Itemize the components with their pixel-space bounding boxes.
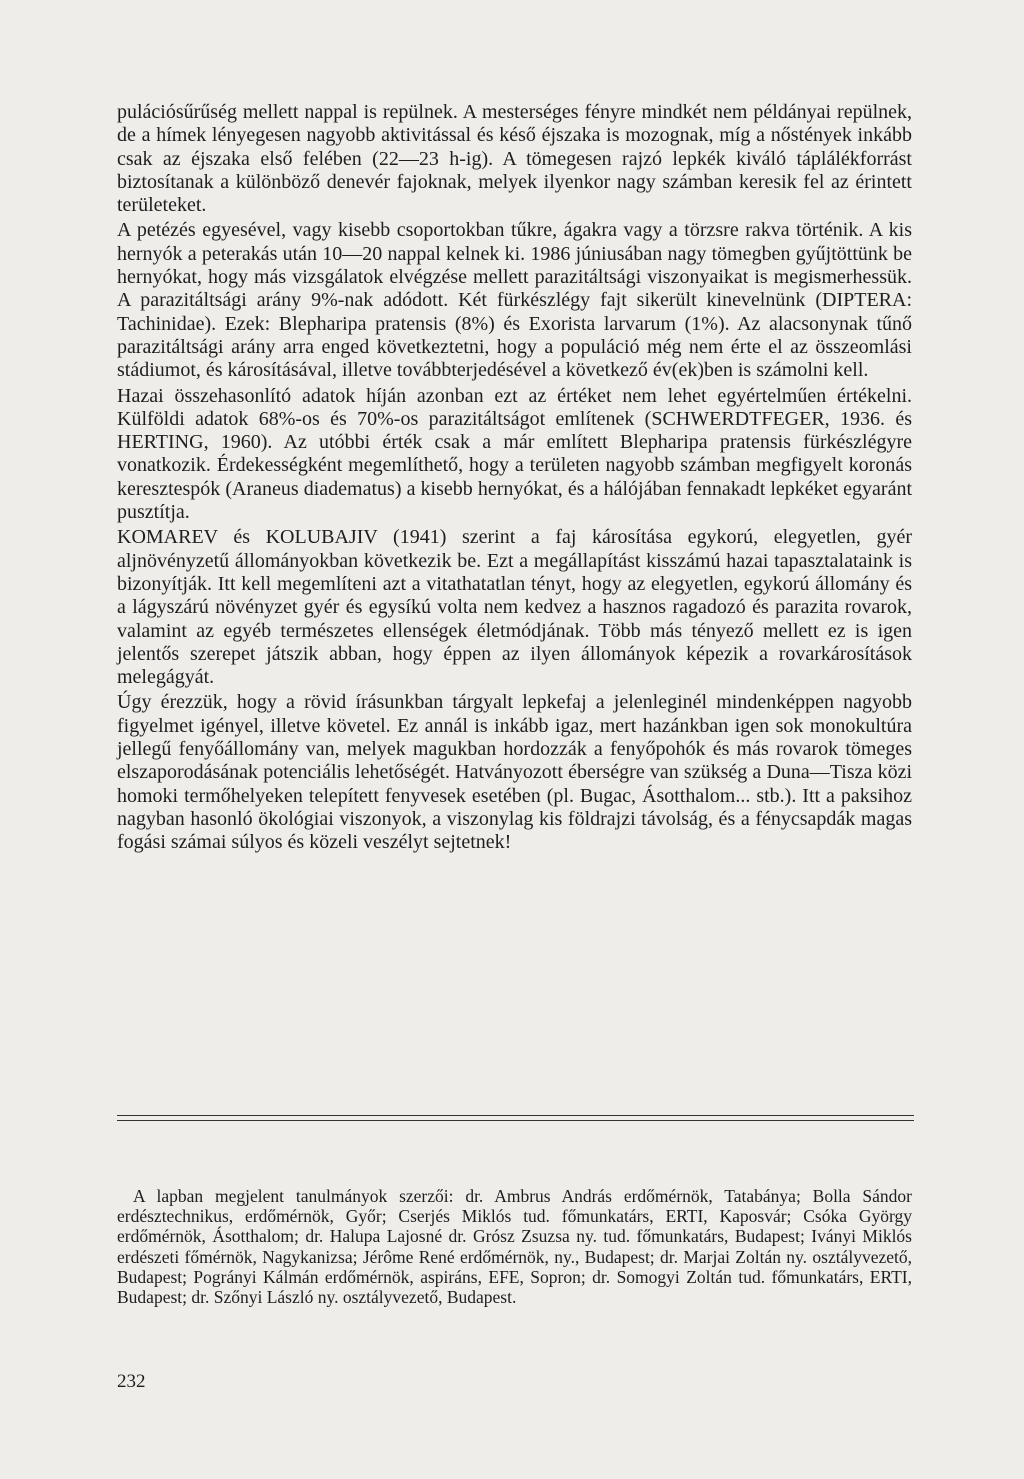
body-text xyxy=(117,101,912,855)
page-number: 232 xyxy=(117,1371,146,1392)
separator-rule-top xyxy=(117,1115,914,1116)
paragraph-1: pulációsűrűség mellett nappal is repülnek. A mesterséges fényre mindkét nem példányai repülnek, de a hímek lényegesen nagyobb aktivitással és késő éjszaka is mozognak, míg a nőstények inkább csak az éjszaka első felében (22—23 h-ig). A tömegesen rajzó lepkék kiváló táplálékforrást biztosítanak a különböző denevér fajoknak, melyek ilyenkor nagy számban keresik fel az érintett területeket. xyxy=(117,101,912,217)
separator-rule-bottom xyxy=(117,1120,914,1121)
paragraph-3: Hazai összehasonlító adatok híján azonban ezt az értéket nem lehet egyértelműen értékelni. Külföldi adatok 68%-os és 70%-os parazitáltságot említenek (SCHWERDTFEGER, 1936. és HERTING, 1960). Az utóbbi érték csak a már említett Blepharipa pratensis fürkészlégyre vonatkozik. Érdekességként megemlíthető, hogy a területen nagyobb számban megfigyelt koronás keresztespók (Araneus diadematus) a kisebb hernyókat, és a hálójában fennakadt lepkéket egyaránt pusztítja. xyxy=(117,384,912,524)
paragraph-5: Úgy érezzük, hogy a rövid írásunkban tárgyalt lepkefaj a jelenleginél mindenképpen nagyobb figyelmet igényel, illetve követel. Ez annál is inkább igaz, mert hazánkban igen sok monokultúra jellegű fenyőállomány van, melyek magukban hordozzák a fenyőpohók és más rovarok tömeges elszaporodásának potenciális lehetőségét. Hatványozott éberségre van szükség a Duna—Tisza közi homoki termőhelyeken telepített fenyvesek esetében (pl. Bugac, Ásotthalom... stb.). Itt a paksihoz nagyban hasonló ökológiai viszonyok, a viszonylag kis földrajzi távolság, és a fénycsapdák magas fogási számai súlyos és közeli veszélyt sejtetnek! xyxy=(117,691,912,854)
authors-footnote: A lapban megjelent tanulmányok szerzői: dr. Ambrus András erdőmérnök, Tatabánya; Bolla Sándor erdésztechnikus, erdőmérnök, Győr; Cserjés Miklós tud. főmunkatárs, ERTI, Kaposvár; Csóka György erdőmérnök, Ásotthalom; dr. Halupa Lajosné dr. Grósz Zsuzsa ny. tud. főmunkatárs, Budapest; Iványi Miklós erdészeti főmérnök, Nagykanizsa; Jérôme René erdőmérnök, ny., Budapest; dr. Marjai Zoltán ny. osztályvezető, Budapest; Pogrányi Kálmán erdőmérnök, aspiráns, EFE, Sopron; dr. Somogyi Zoltán tud. főmunkatárs, ERTI, Budapest; dr. Szőnyi László ny. osztályvezető, Budapest. xyxy=(117,1186,912,1308)
paragraph-2: A petézés egyesével, vagy kisebb csoportokban tűkre, ágakra vagy a törzsre rakva történik. A kis hernyók a peterakás után 10—20 nappal kelnek ki. 1986 júniusában nagy tömegben gyűjtöttünk be hernyókat, hogy más vizsgálatok elvégzése mellett parazitáltsági viszonyaikat is megismerhessük. A parazitáltsági arány 9%-nak adódott. Két fürkészlégy fajt sikerült kinevelnünk (DIPTERA: Tachinidae). Ezek: Blepharipa pratensis (8%) és Exorista larvarum (1%). Az alacsonynak tűnő parazitáltsági arány arra enged következtetni, hogy a populáció még nem érte el az összeomlási stádiumot, és károsításával, illetve továbbterjedésével a következő év(ek)ben is számolni kell. xyxy=(117,219,912,382)
paragraph-4: KOMAREV és KOLUBAJIV (1941) szerint a faj károsítása egykorú, elegyetlen, gyér aljnövényzetű állományokban következik be. Ezt a megállapítást kisszámú hazai tapasztalataink is bizonyítják. Itt kell megemlíteni azt a vitathatatlan tényt, hogy az elegyetlen, egykorú állomány és a lágyszárú növényzet gyér és egysíkú volta nem kedvez a hasznos ragadozó és parazita rovarok, valamint az egyéb természetes ellenségek életmódjának. Több más tényező mellett ez is igen jelentős szerepet játszik abban, hogy éppen az ilyen állományok képezik a rovarkárosítások melegágyát. xyxy=(117,526,912,689)
